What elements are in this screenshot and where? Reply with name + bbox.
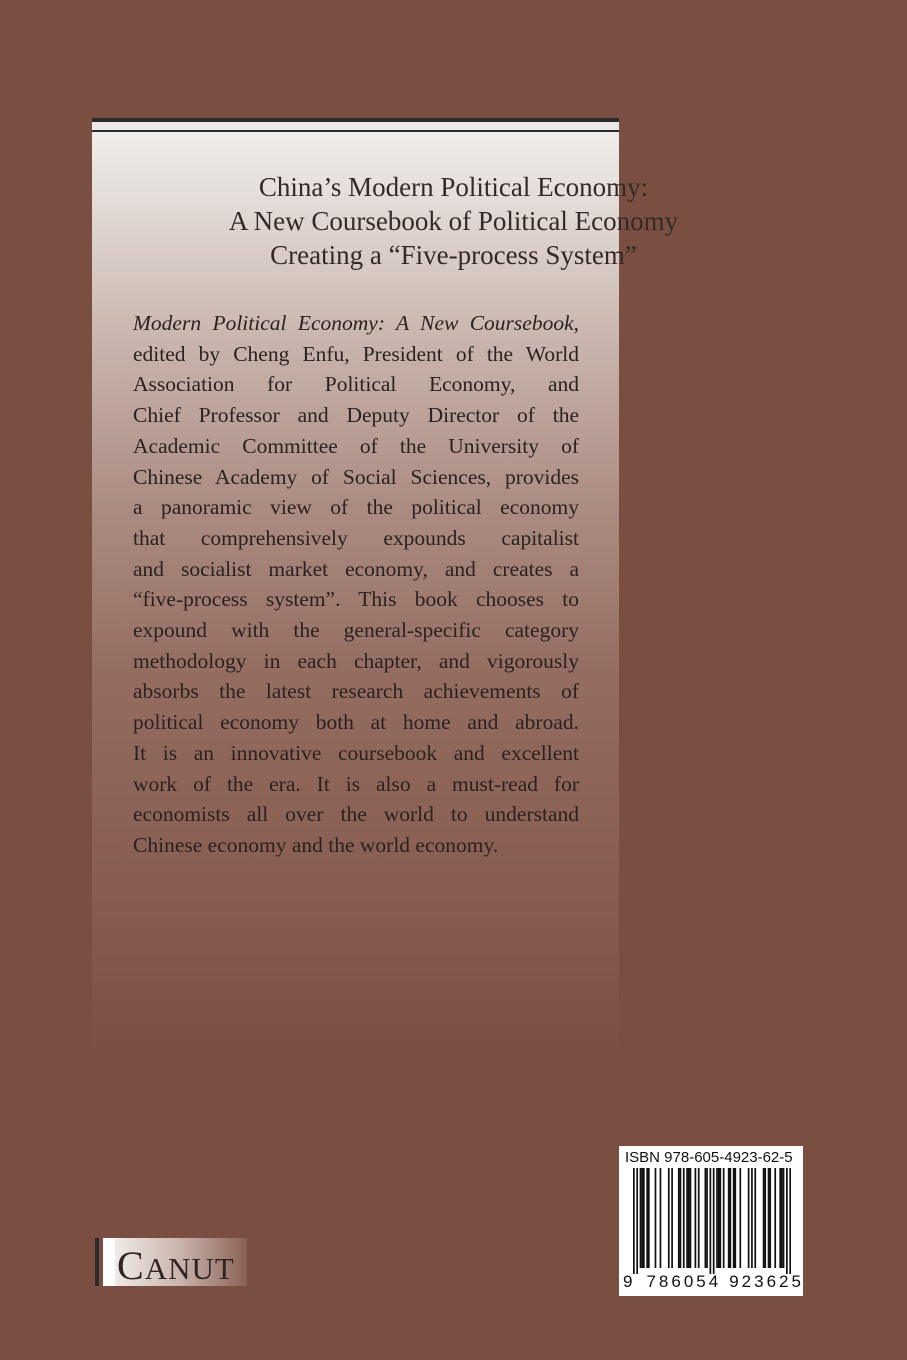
barcode-bar: [695, 1168, 697, 1268]
barcode-bar: [716, 1168, 718, 1268]
barcode-bars: [633, 1168, 791, 1274]
barcode-bar: [764, 1168, 766, 1268]
title-line-1: China’s Modern Political Economy:: [258, 172, 649, 202]
description-line: It is an innovative coursebook and excellent: [133, 740, 579, 765]
barcode-bar: [748, 1168, 750, 1268]
description-line: edited by Cheng Enfu, President of the World: [133, 341, 579, 366]
barcode-digits: 9 786054 923625: [623, 1272, 804, 1291]
barcode-bar: [678, 1168, 680, 1268]
description-line: Academic Committee of the University of: [133, 433, 579, 458]
barcode-bar: [734, 1168, 736, 1268]
description-line: Association for Political Economy, and: [133, 372, 579, 397]
description-line: “five-process system”. This book chooses to: [133, 587, 579, 612]
panel-top-rule: [92, 118, 619, 132]
barcode-bar: [640, 1168, 642, 1268]
barcode-bar: [690, 1168, 692, 1268]
barcode-bar: [719, 1168, 721, 1268]
barcode-bar: [739, 1168, 741, 1268]
barcode-bar: [754, 1168, 756, 1268]
barcode-bar: [786, 1168, 788, 1274]
logo-rule: [103, 1238, 115, 1286]
barcode-bar: [688, 1168, 690, 1268]
barcode-bar: [728, 1168, 730, 1268]
publisher-name: CANUT: [117, 1243, 235, 1288]
barcode-bar: [723, 1168, 725, 1268]
barcode-bar: [648, 1168, 650, 1268]
description-line: absorbs the latest research achievements of: [133, 679, 579, 704]
description-italic-title: Modern Political Economy: A New Coursebook: [133, 311, 574, 335]
description-line: political economy both at home and abroad.: [133, 710, 579, 735]
barcode-bar: [763, 1168, 765, 1268]
description-line: Chinese economy and the world economy.: [133, 832, 499, 857]
barcode-bar: [671, 1168, 673, 1268]
book-title: [0, 170, 907, 272]
barcode-bar: [733, 1168, 735, 1268]
barcode-bar: [646, 1168, 648, 1268]
barcode-bar: [641, 1168, 643, 1268]
barcode-bar: [660, 1168, 662, 1268]
barcode-bar: [713, 1168, 715, 1274]
barcode-bar: [698, 1168, 700, 1268]
barcode-bar: [643, 1168, 645, 1268]
description-line: methodology in each chapter, and vigorously: [133, 648, 579, 673]
barcode-bar: [751, 1168, 753, 1268]
barcode-bar: [655, 1168, 657, 1268]
barcode-bar: [680, 1168, 682, 1268]
description-line: work of the era. It is also a must-read for: [133, 771, 579, 796]
description-line: and socialist market economy, and creates a: [133, 556, 579, 581]
description-line: Chief Professor and Deputy Director of the: [133, 403, 579, 428]
title-line-3: Creating a “Five-process System”: [270, 240, 637, 270]
barcode-bar: [683, 1168, 685, 1268]
description-line: that comprehensively expounds capitalist: [133, 525, 579, 550]
book-description: [133, 308, 579, 861]
description-line: Chinese Academy of Social Sciences, provides: [133, 464, 579, 489]
isbn-barcode: [619, 1146, 803, 1296]
description-line: Modern Political Economy: A New Coursebook,: [133, 311, 579, 335]
title-line-2: A New Coursebook of Political Economy: [228, 206, 679, 236]
barcode-bar: [781, 1168, 783, 1268]
barcode-bar: [668, 1168, 670, 1268]
barcode-bar: [789, 1168, 791, 1274]
barcode-bar: [706, 1168, 708, 1268]
barcode-bar: [768, 1168, 770, 1268]
barcode-bar: [705, 1168, 707, 1268]
barcode-bar: [633, 1168, 635, 1274]
barcode-bar: [769, 1168, 771, 1268]
isbn-label: ISBN 978-605-4923-62-5: [625, 1149, 793, 1166]
barcode-bar: [783, 1168, 785, 1268]
barcode-bar: [774, 1168, 776, 1268]
barcode-bar: [779, 1168, 781, 1268]
barcode-bar: [636, 1168, 638, 1274]
barcode-bar: [710, 1168, 712, 1274]
barcode-bar: [686, 1168, 688, 1268]
description-line: expound with the general-specific category: [133, 618, 579, 643]
description-line: a panoramic view of the political economy: [133, 495, 579, 520]
barcode-bar: [729, 1168, 731, 1268]
barcode-bar: [718, 1168, 720, 1268]
description-line: economists all over the world to understand: [133, 802, 579, 827]
publisher-logo: [95, 1238, 247, 1286]
logo-rule: [95, 1238, 99, 1286]
